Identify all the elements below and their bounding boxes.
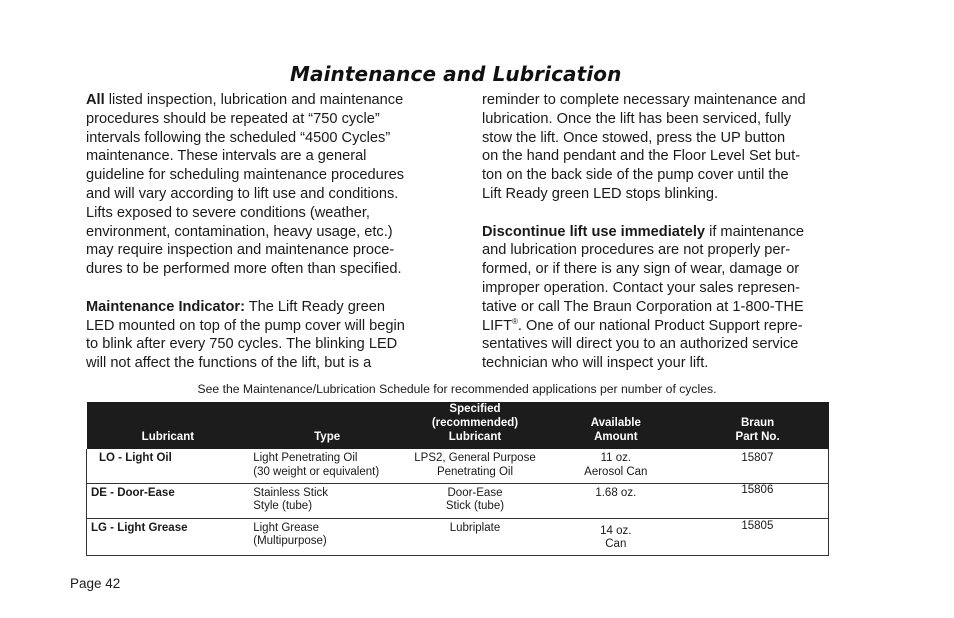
text-line: The Lift Ready green — [244, 298, 386, 315]
text-line: technician who will inspect your lift. — [482, 355, 709, 372]
text-line: . One of our national Product Support repre- — [517, 317, 803, 334]
cell-line: Lubriplate — [449, 521, 501, 534]
maintenance-indicator-paragraph — [86, 298, 436, 373]
cell-line: 11 oz. — [600, 452, 632, 464]
cell-lubricant: LO - Light Oil — [87, 449, 250, 483]
text-line: Lifts exposed to severe conditions (weather, — [86, 204, 370, 221]
registered-mark: ® — [512, 316, 518, 326]
table-header-row — [87, 402, 829, 449]
cell-type — [249, 518, 405, 555]
page-number: Page 42 — [70, 576, 121, 591]
header-line: Braun — [740, 417, 775, 429]
cell-amount — [545, 518, 687, 555]
text-line: and will vary according to lift use and conditions. — [86, 185, 399, 202]
header-line: Part No. — [735, 431, 780, 443]
cell-part-number: 15807 — [687, 449, 829, 483]
cell-type — [249, 449, 405, 483]
cell-line: Style (tube) — [253, 500, 313, 512]
text-line: reminder to complete necessary maintenance and — [482, 92, 806, 108]
cell-line: (Multipurpose) — [253, 535, 327, 547]
text-line: intervals following the scheduled “4500 Cycles” — [86, 129, 391, 146]
intro-paragraph — [86, 91, 436, 279]
text-line: maintenance. These intervals are a general — [86, 148, 367, 165]
lubrication-table — [86, 402, 829, 556]
cell-line: Stick (tube) — [445, 500, 505, 512]
cell-lubricant: DE - Door-Ease — [87, 483, 250, 518]
right-column — [482, 91, 838, 373]
text-line: if maintenance — [705, 223, 804, 240]
maintenance-indicator-lead: Maintenance Indicator: — [86, 298, 245, 315]
cell-lubricant: LG - Light Grease — [87, 518, 250, 555]
text-line: Lift Ready green LED stops blinking. — [482, 185, 719, 202]
text-line: guideline for scheduling maintenance procedures — [86, 167, 405, 184]
cell-part-number: 15806 — [687, 483, 829, 518]
text-line: ton on the back side of the pump cover until the — [482, 167, 789, 184]
cell-line: Can — [605, 538, 627, 550]
header-specified — [405, 402, 545, 449]
cell-specified — [405, 483, 545, 518]
text-line: improper operation. Contact your sales represen- — [482, 279, 800, 296]
cell-line: Stainless Stick — [253, 486, 329, 499]
left-column — [86, 91, 436, 373]
cell-amount — [545, 449, 687, 483]
page-title: Maintenance and Lubrication — [290, 62, 622, 86]
cell-line: Door-Ease — [447, 486, 503, 499]
schedule-caption: See the Maintenance/Lubrication Schedule for recommended applications per number of cycles. — [197, 382, 717, 396]
text-line: environment, contamination, heavy usage, etc.) — [86, 223, 393, 240]
text-line: lubrication. Once the lift has been serviced, fully — [482, 110, 792, 127]
text-line: and lubrication procedures are not properly per- — [482, 242, 791, 259]
header-lubricant: Lubricant — [87, 402, 250, 449]
cell-line: LPS2, General Purpose — [414, 452, 536, 464]
header-available — [545, 402, 687, 449]
text-line: procedures should be repeated at “750 cycle” — [86, 110, 380, 127]
cell-line: Penetrating Oil — [436, 465, 514, 478]
intro-lead: All — [86, 92, 105, 108]
cell-type — [249, 483, 405, 518]
header-line: Specified (recommended) — [431, 403, 519, 429]
cell-specified — [405, 518, 545, 555]
cell-line: Light Penetrating Oil — [253, 452, 358, 464]
text-line: dures to be performed more often than specified. — [86, 261, 402, 278]
text-line: sentatives will direct you to an authorized service — [482, 336, 799, 353]
header-line: Available — [590, 417, 641, 429]
cell-line: (30 weight or equivalent) — [253, 465, 380, 478]
lift-word: LIFT — [482, 317, 512, 334]
text-line: LED mounted on top of the pump cover will begin — [86, 317, 405, 334]
cell-line: 14 oz. — [600, 524, 632, 537]
table-row — [87, 518, 829, 555]
reminder-paragraph — [482, 91, 838, 204]
text-line: will not affect the functions of the lift, but is a — [86, 355, 372, 372]
header-line: Amount — [594, 431, 638, 443]
table-row — [87, 483, 829, 518]
cell-line: 1.68 oz. — [595, 486, 637, 499]
text-line: stow the lift. Once stowed, press the UP button — [482, 129, 786, 146]
discontinue-paragraph — [482, 223, 838, 373]
text-line: on the hand pendant and the Floor Level Set but- — [482, 148, 801, 165]
text-line: formed, or if there is any sign of wear, damage or — [482, 261, 800, 278]
text-line: may require inspection and maintenance proce- — [86, 242, 395, 259]
cell-part-number: 15805 — [687, 518, 829, 555]
cell-line: Aerosol Can — [584, 465, 648, 478]
header-type: Type — [249, 402, 405, 449]
cell-amount — [545, 483, 687, 518]
table-row — [87, 449, 829, 483]
discontinue-lead: Discontinue lift use immediately — [482, 223, 706, 240]
header-line: Lubricant — [448, 431, 502, 443]
text-line: listed inspection, lubrication and maintenance — [104, 92, 404, 108]
text-line: tative or call The Braun Corporation at 1-800-THE — [482, 298, 804, 315]
cell-specified — [405, 449, 545, 483]
text-line: to blink after every 750 cycles. The blinking LED — [86, 336, 398, 353]
header-part-number — [687, 402, 829, 449]
cell-line: Light Grease — [253, 521, 320, 534]
